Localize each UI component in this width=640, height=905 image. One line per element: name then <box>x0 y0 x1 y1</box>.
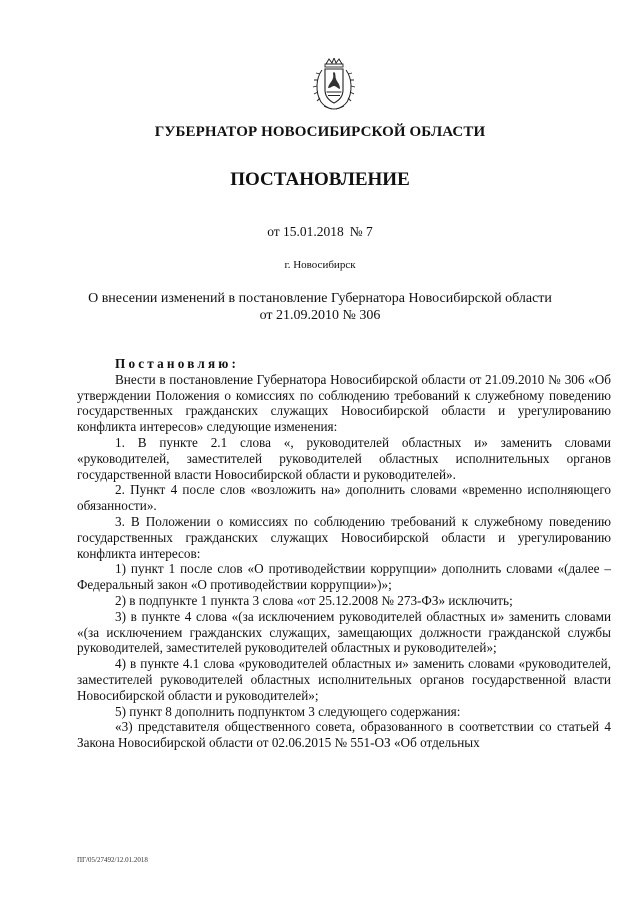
body-paragraph: «3) представителя общественного совета, образованного в соответствии со статьей 4 Закона Новосибирской области от 02.06.2015 № 551-ОЗ «Об отдельных <box>77 719 611 751</box>
document-city: г. Новосибирск <box>284 259 356 271</box>
body-paragraph: 1. В пункте 2.1 слова «, руководителей областных и» заменить словами «руководителей, заместителей руководителей областных исполнительных органов государственной власти Новосибирской области и руководителей». <box>77 434 611 482</box>
body-paragraph: 2) в подпункте 1 пункта 3 слова «от 25.12.2008 № 273-ФЗ» исключить; <box>115 592 513 608</box>
footer-document-code: ПГ/05/27492/12.01.2018 <box>77 856 148 864</box>
body-paragraph: 3) в пункте 4 слова «(за исключением руководителей областных и» заменить словами «(за исключением гражданских служащих, замещающих должности гражданской службы руководителей, заместителей руководителей областных и руководителей»; <box>77 608 611 656</box>
decree-word: Постановляю: <box>115 356 240 371</box>
document-subject <box>40 290 600 324</box>
document-number: № 7 <box>349 224 373 239</box>
subject-line-1: О внесении изменений в постановление Губернатора Новосибирской области <box>88 291 552 306</box>
coat-of-arms-icon <box>312 58 356 112</box>
body-paragraph: 1) пункт 1 после слов «О противодействии коррупции» дополнить словами «(далее – Федеральный закон «О противодействии коррупции»)»; <box>77 561 611 593</box>
body-paragraph: 2. Пункт 4 после слов «возложить на» дополнить словами «временно исполняющего обязанности». <box>77 482 611 514</box>
document-body <box>77 356 611 751</box>
body-paragraph: Внести в постановление Губернатора Новосибирской области от 21.09.2010 № 306 «Об утверждении Положения о комиссиях по соблюдению требований к служебному поведению государственных гражданских служащих Новосибирской области и урегулированию конфликта интересов» следующие изменения: <box>77 371 611 435</box>
body-paragraph: 4) в пункте 4.1 слова «руководителей областных и» заменить словами «руководителей, заместителей руководителей областных исполнительных органов государственной власти Новосибирской области и руководителей»; <box>77 656 611 703</box>
document-date-number <box>0 224 640 240</box>
document-type-title: ПОСТАНОВЛЕНИЕ <box>230 169 410 190</box>
issuing-authority: ГУБЕРНАТОР НОВОСИБИРСКОЙ ОБЛАСТИ <box>154 124 486 140</box>
body-paragraph: 3. В Положении о комиссиях по соблюдению требований к служебному поведению государственных гражданских служащих Новосибирской области и урегулированию конфликта интересов: <box>77 513 611 561</box>
subject-line-2: от 21.09.2010 № 306 <box>259 308 381 323</box>
document-date: от 15.01.2018 <box>267 224 344 239</box>
body-paragraph: 5) пункт 8 дополнить подпунктом 3 следующего содержания: <box>115 703 461 719</box>
